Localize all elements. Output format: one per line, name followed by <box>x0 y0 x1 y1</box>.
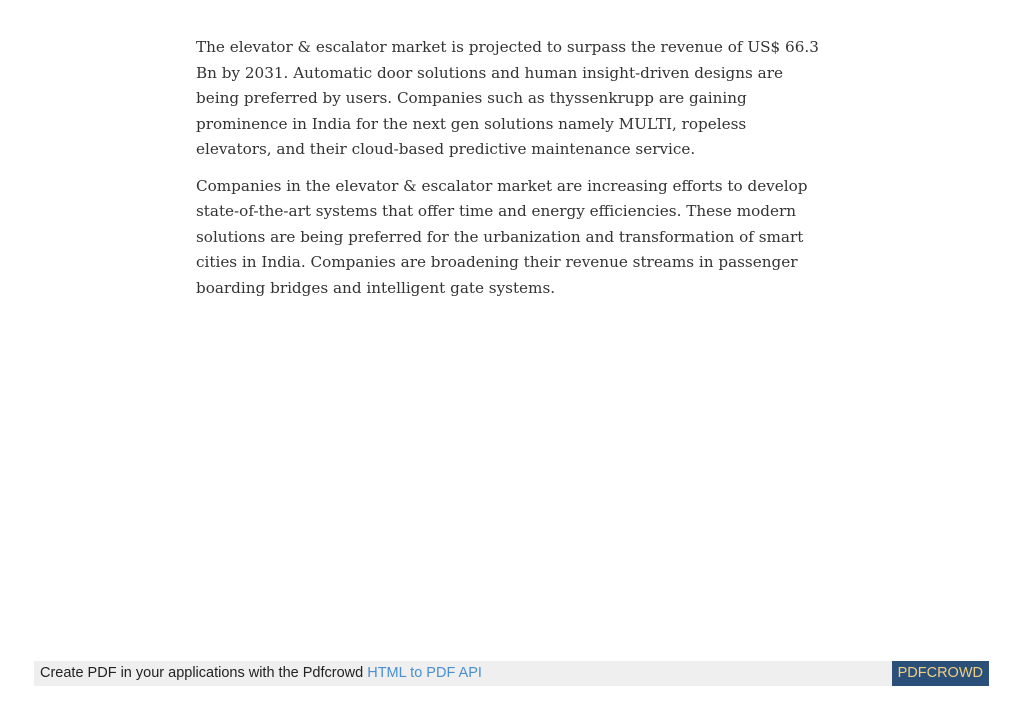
article-paragraph-2: Companies in the elevator & escalator market are increasing efforts to develop state-of-the-art systems that offer time and energy efficiencies. These modern solutions are being preferred for the urbanization and transformation of smart cities in India. Companies are broadening their revenue streams in passenger boarding bridges and intelligent gate systems. <box>196 176 808 297</box>
footer-text <box>40 665 482 681</box>
footer-caption: Create PDF in your applications with the Pdfcrowd <box>40 665 368 681</box>
pdfcrowd-badge[interactable]: PDFCROWD <box>892 661 989 686</box>
article-paragraph-1: The elevator & escalator market is projected to surpass the revenue of US$ 66.3 Bn by 2031. Automatic door solutions and human insight-driven designs are being preferred by users. Companies such as thyssenkrupp are gaining prominence in India for the next gen solutions namely MULTI, ropeless elevators, and their cloud-based predictive maintenance service. <box>196 38 819 159</box>
article-body <box>196 35 826 312</box>
pdfcrowd-footer <box>34 661 989 686</box>
html-to-pdf-api-link[interactable]: HTML to PDF API <box>367 665 482 681</box>
